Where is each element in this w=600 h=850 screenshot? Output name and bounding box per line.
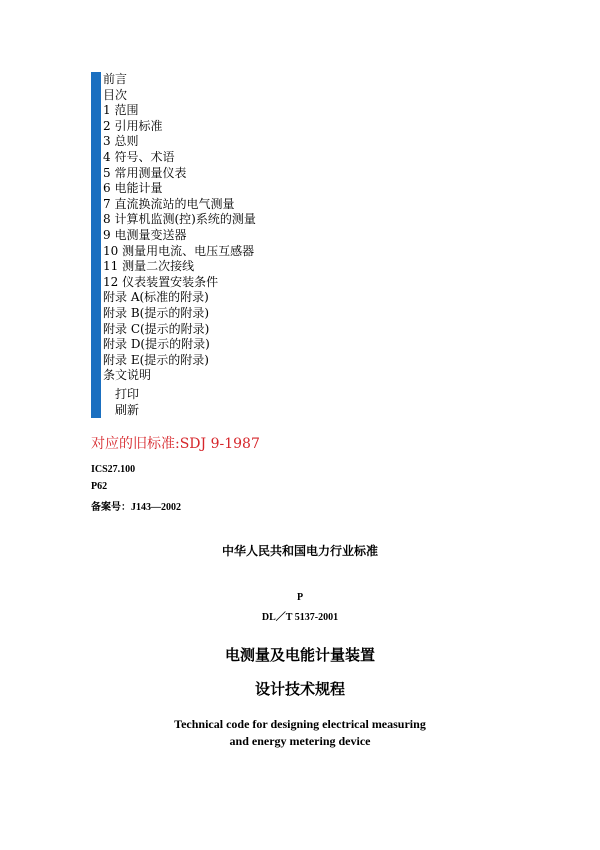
toc-item-references[interactable]: 2 引用标准 <box>103 118 163 133</box>
toc-item-explanation[interactable]: 条文说明 <box>103 368 152 383</box>
english-title-line1: Technical code for designing electrical measuring <box>174 717 426 731</box>
document-title-line2: 设计技术规程 <box>254 680 345 698</box>
toc-item-scope[interactable]: 1 范围 <box>103 103 139 118</box>
toc-item-appendix-b[interactable]: 附录 B(提示的附录) <box>103 305 209 320</box>
toc-item-appendix-c[interactable]: 附录 C(提示的附录) <box>103 321 210 336</box>
toc-item-appendix-a[interactable]: 附录 A(标准的附录) <box>103 290 209 305</box>
standard-code: DL／T 5137-2001 <box>261 612 339 623</box>
toc-accent-bar <box>91 72 101 418</box>
toc-item-transducers[interactable]: 9 电测量变送器 <box>103 227 187 242</box>
toc-item-secondary-wiring[interactable]: 11 测量二次接线 <box>103 259 195 274</box>
issuing-organization: 中华人民共和国电力行业标准 <box>221 544 378 558</box>
print-link[interactable]: 打印 <box>115 386 140 401</box>
toc-item-appendix-d[interactable]: 附录 D(提示的附录) <box>103 337 210 352</box>
document-title-line1: 电测量及电能计量装置 <box>224 646 375 664</box>
refresh-link[interactable]: 刷新 <box>115 402 140 417</box>
toc-item-common-instruments[interactable]: 5 常用测量仪表 <box>103 165 187 180</box>
english-title-line2: and energy metering device <box>229 734 371 748</box>
standard-letter: P <box>296 592 304 603</box>
filing-number: 备案号：J143—2002 <box>91 502 181 513</box>
toc-item-general[interactable]: 3 总则 <box>103 134 139 149</box>
toc-item-installation[interactable]: 12 仪表装置安装条件 <box>103 274 219 289</box>
toc-item-computer-monitoring[interactable]: 8 计算机监测(控)系统的测量 <box>103 212 256 227</box>
english-title <box>0 716 600 750</box>
ics-code: ICS27.100 <box>91 464 136 475</box>
toc-list <box>103 72 256 418</box>
toc-item-preface[interactable]: 前言 <box>103 72 128 86</box>
toc-item-transformers[interactable]: 10 测量用电流、电压互感器 <box>103 243 255 258</box>
toc-item-appendix-e[interactable]: 附录 E(提示的附录) <box>103 352 209 367</box>
toc-item-energy-metering[interactable]: 6 电能计量 <box>103 181 163 196</box>
toc-item-dc-converter[interactable]: 7 直流换流站的电气测量 <box>103 196 235 211</box>
class-code: P62 <box>91 481 108 492</box>
toc-item-symbols-terms[interactable]: 4 符号、术语 <box>103 149 175 164</box>
toc-item-contents[interactable]: 目次 <box>103 87 128 102</box>
old-standard-note: 对应的旧标准:SDJ 9-1987 <box>91 436 260 452</box>
